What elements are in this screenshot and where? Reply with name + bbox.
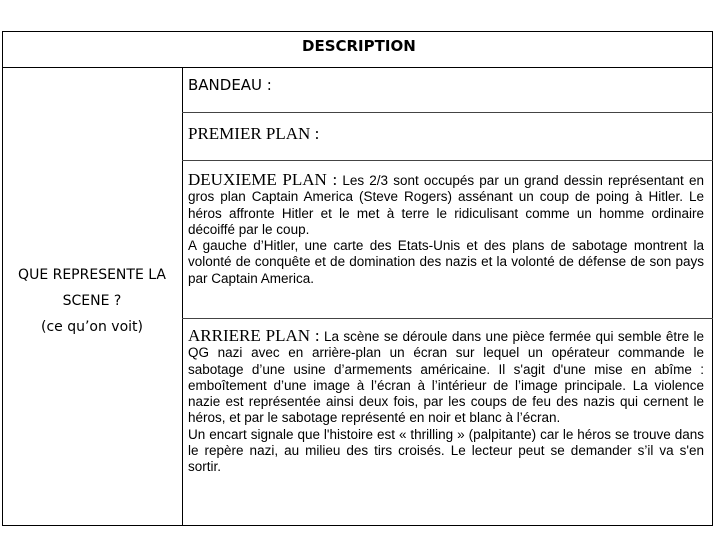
deuxieme-plan-divider [182,318,713,319]
deuxieme-plan-text-2: A gauche d’Hitler, une carte des Etats-Unis et des plans de sabotage montrent la volonté de conquête et de domination des nazis et la volonté de défense de son pays par Captain America. [188,238,704,286]
deuxieme-plan-section [188,171,704,287]
arriere-plan-heading: ARRIERE PLAN : [188,326,320,345]
table-title: DESCRIPTION [302,37,416,55]
premier-plan-heading: PREMIER PLAN : [188,124,320,143]
row-label-line-3: (ce qu’on voit) [40,319,143,335]
deuxieme-plan-text: Les 2/3 sont occupés par un grand dessin représentant en gros plan Captain America (Steve Rogers) assénant un coup de poing à Hitler. Le héros affronte Hitler et le met à terre le ridiculisant comme un homme ordinaire décoiffé par le coup. [188,173,704,237]
arriere-plan-section [188,327,704,476]
arriere-plan-text-2: Un encart signale que l'histoire est « thrilling » (palpitante) car le héros se trouve dans le repère nazi, au milieu des tirs croisés. Le lecteur peut se demander s’il va s'en sortir. [188,426,704,475]
title-divider [2,67,713,68]
row-label-line-2: SCENE ? [62,293,122,309]
deuxieme-plan-heading: DEUXIEME PLAN : [188,170,338,189]
bandeau-heading: BANDEAU : [188,76,272,94]
bandeau-divider [182,112,713,113]
column-divider [182,67,183,526]
arriere-plan-text: La scène se déroule dans une pièce fermée qui semble être le QG nazi avec en arrière-plan un écran sur lequel un opérateur commande le sabotage d’une usine d’armements américaine. Il s'agit d'une mise en abîme : emboîtement d’une image à l’écran à l’intérieur de l’image principale. La violence nazie est représentée ainsi deux fois, par les coups de feu des nazis qui cernent le héros, et par le sabotage représenté en noir et blanc à l’écran. [188,329,704,426]
row-label [4,262,180,340]
row-label-line-1: QUE REPRESENTE LA [18,267,166,283]
premier-plan-divider [182,160,713,161]
